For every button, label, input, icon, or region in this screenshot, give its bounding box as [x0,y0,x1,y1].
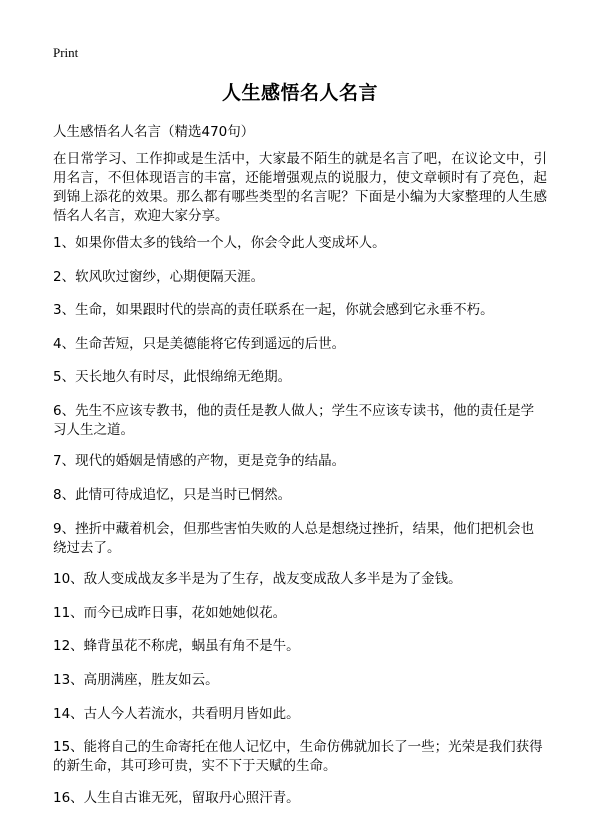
quote-item: 10、敌人变成战友多半是为了生存，战友变成敌人多半是为了金钱。 [53,571,462,588]
quote-item: 13、高朋满座，胜友如云。 [53,671,219,688]
quote-item: 11、而今已成昨日事，花如她她似花。 [53,604,287,621]
quote-item: 5、天长地久有时尽，此恨绵绵无绝期。 [53,369,292,386]
quote-item: 12、蜂背虽花不称虎，蜗虽有角不是牛。 [53,638,300,655]
quote-item: 9、挫折中藏着机会，但那些害怕失败的人总是想绕过挫折，结果，他们把机会也绕过去了。 [53,520,535,556]
quote-item: 2、软风吹过窗纱，心期便隔天涯。 [53,268,265,285]
quote-item: 4、生命苦短，只是美德能将它传到遥远的后世。 [53,335,346,352]
document-subtitle: 人生感悟名人名言（精选470句） [53,124,255,140]
intro-paragraph: 在日常学习、工作抑或是生活中，大家最不陌生的就是名言了吧，在议论文中，引用名言，不但体现语言的丰富，还能增强观点的说服力，使文章顿时有了亮色，起到锦上添花的效果。那么都有哪些类型的名言呢？下面是小编为大家整理的人生感悟名人名言，欢迎大家分享。 [53,151,547,224]
quote-item: 8、此情可待成追忆，只是当时已惘然。 [53,487,292,504]
quote-item: 6、先生不应该专教书，他的责任是教人做人；学生不应该专读书，他的责任是学习人生之道。 [53,402,535,438]
quote-item: 16、人生自古谁无死，留取丹心照汗青。 [53,789,300,806]
quote-item: 7、现代的婚姻是情感的产物，更是竞争的结晶。 [53,453,346,470]
quote-item: 14、古人今人若流水，共看明月皆如此。 [53,705,300,722]
quote-item: 3、生命，如果跟时代的崇高的责任联系在一起，你就会感到它永垂不朽。 [53,302,494,319]
quote-list [53,234,547,822]
document-title: 人生感悟名人名言 [221,82,378,104]
print-link[interactable]: Print [53,45,79,60]
quote-item: 15、能将自己的生命寄托在他人记忆中，生命仿佛就加长了一些；光荣是我们获得的新生命，其可珍可贵，实不下于天赋的生命。 [53,739,543,775]
quote-item: 1、如果你借太多的钱给一个人，你会令此人变成坏人。 [53,235,386,251]
